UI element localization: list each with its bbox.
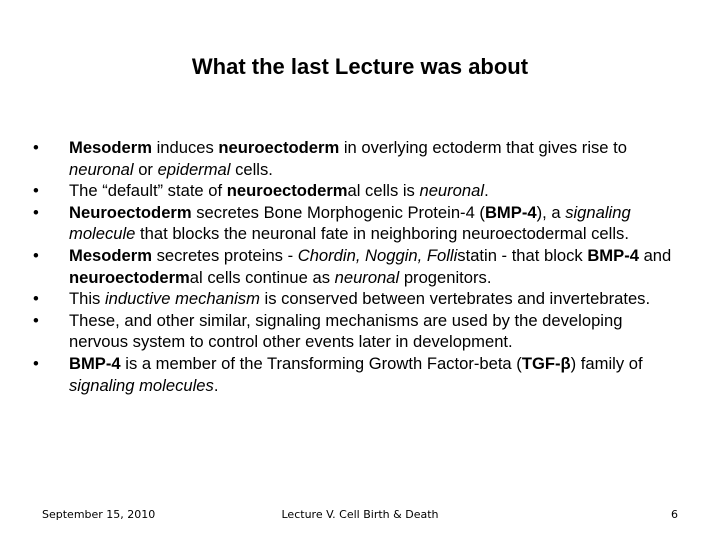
bullet-item	[33, 180, 683, 202]
bullet-text: al cells is	[347, 181, 420, 201]
bullet-text: in overlying ectoderm that gives rise to	[339, 138, 627, 157]
bullet-item	[33, 245, 683, 288]
bold-term: BMP-4	[484, 202, 537, 222]
bullet-text: is conserved between vertebrates and invertebrates.	[259, 289, 651, 309]
bullet-text: .	[213, 375, 219, 395]
bullet-icon: •	[33, 181, 39, 201]
footer-lecture: Lecture V. Cell Birth & Death	[281, 508, 439, 521]
bullet-icon: •	[33, 245, 39, 265]
bullet-text: This	[69, 289, 105, 309]
italic-term: neuronal	[69, 159, 134, 179]
bullet-text: ) family of	[570, 353, 643, 373]
italic-term: neuronal	[419, 181, 485, 201]
footer-page-number: 6	[671, 508, 678, 521]
bullet-text: that blocks the neuronal fate in neighboring neuroectodermal cells.	[135, 224, 629, 244]
bold-term: neuroectoderm	[69, 267, 190, 287]
bullet-text: The “default” state of	[69, 181, 227, 201]
footer-date: September 15, 2010	[42, 508, 156, 521]
bullet-icon: •	[33, 138, 39, 157]
italic-term: epidermal	[157, 159, 231, 179]
bold-term: BMP-4	[587, 245, 639, 265]
bold-term: neuroectoderm	[226, 181, 348, 201]
bold-term: Neuroectoderm	[69, 202, 192, 222]
bold-term: TGF-β	[521, 353, 571, 373]
bullet-item	[33, 353, 683, 396]
italic-term: signaling molecules	[69, 375, 214, 395]
bullet-text: .	[484, 181, 489, 201]
bullet-text: cells.	[230, 159, 273, 179]
bullet-item	[33, 137, 683, 180]
bullet-text: These, and other similar, signaling mechanisms are used by the developing nervous system to control other events later in development.	[69, 310, 623, 352]
bullet-text: ), a	[536, 202, 566, 222]
bullet-icon: •	[33, 202, 39, 222]
bullet-text: and	[638, 245, 672, 265]
bullet-text: al cells continue as	[189, 267, 335, 287]
bullet-text: statin - that block	[457, 245, 588, 265]
bold-term: neuroectoderm	[218, 138, 340, 157]
italic-term: signaling molecule	[69, 202, 631, 244]
bullet-text: induces	[152, 138, 219, 157]
bold-term: Mesoderm	[69, 245, 152, 265]
bullet-item	[33, 288, 683, 310]
bullet-text: secretes Bone Morphogenic Protein-4 (	[191, 202, 485, 222]
bold-term: BMP-4	[69, 353, 121, 373]
bold-term: Mesoderm	[69, 138, 152, 157]
bullet-text: is a member of the Transforming Growth Factor-beta (	[120, 353, 522, 373]
italic-term: inductive mechanism	[104, 289, 260, 309]
bullet-text: or	[133, 159, 158, 179]
bullet-text: progenitors.	[399, 267, 492, 287]
slide-title: What the last Lecture was about	[191, 54, 529, 79]
italic-term: Chordin, Noggin, Folli	[297, 245, 458, 265]
bullet-text: secretes proteins -	[152, 245, 298, 265]
italic-term: neuronal	[334, 267, 400, 287]
bullet-icon: •	[33, 289, 39, 309]
bullet-list	[33, 137, 683, 396]
bullet-icon: •	[33, 310, 39, 330]
bullet-item	[33, 310, 683, 353]
bullet-icon: •	[33, 353, 39, 373]
bullet-item	[33, 202, 683, 245]
